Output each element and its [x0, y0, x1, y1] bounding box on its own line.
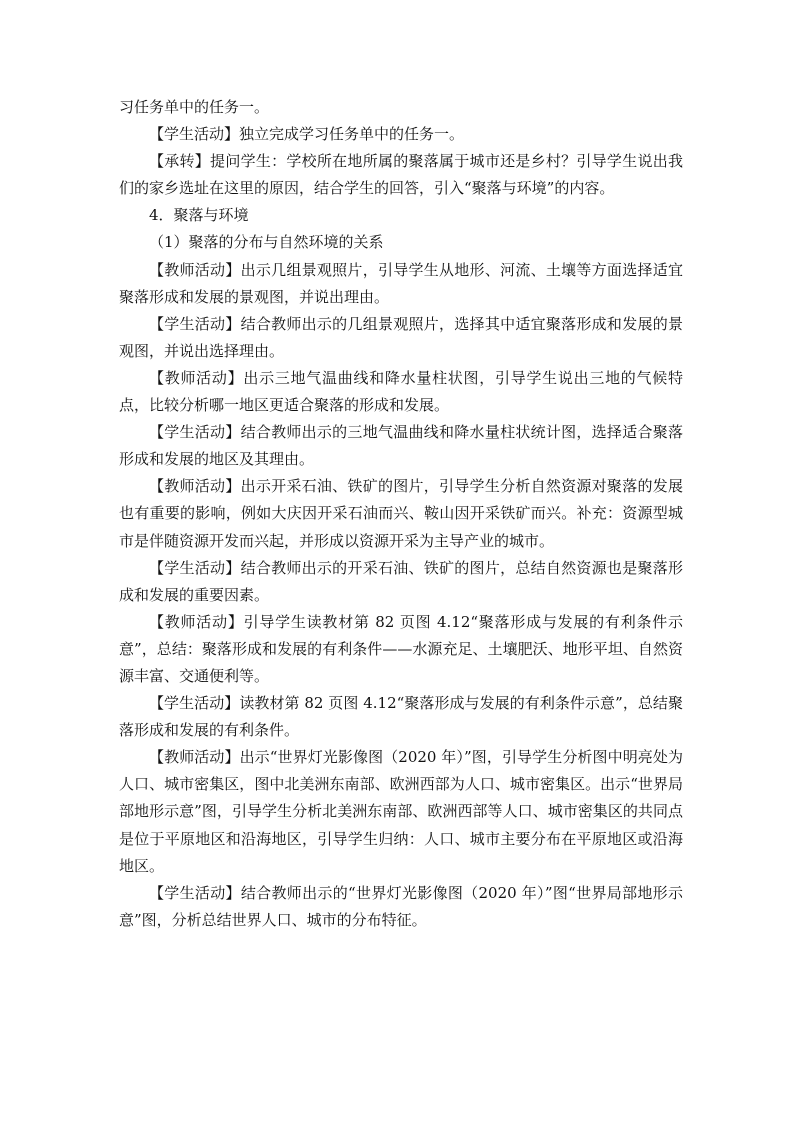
paragraph-student-activity: 【学生活动】读教材第 82 页图 4.12“聚落形成与发展的有利条件示意”，总结聚落形成和发展的有利条件。 — [119, 694, 683, 740]
subsection-heading: （1）聚落的分布与自然环境的关系 — [149, 233, 384, 252]
document-page — [119, 94, 683, 934]
paragraph-student-activity: 【学生活动】结合教师出示的“世界灯光影像图（2020 年）”图“世界局部地形示意”图，分析总结世界人口、城市的分布特征。 — [119, 883, 683, 929]
paragraph-continuation: 习任务单中的任务一。 — [119, 98, 270, 116]
paragraph-student-activity: 【学生活动】结合教师出示的开采石油、铁矿的图片，总结自然资源也是聚落形成和发展的重要因素。 — [119, 558, 683, 604]
paragraph-transition: 【承转】提问学生：学校所在地所属的聚落属于城市还是乡村？引导学生说出我们的家乡选址在这里的原因，结合学生的回答，引入“聚落与环境”的内容。 — [119, 152, 683, 198]
paragraph-student-activity: 【学生活动】结合教师出示的三地气温曲线和降水量柱状统计图，选择适合聚落形成和发展的地区及其理由。 — [119, 423, 683, 469]
paragraph-student-activity: 【学生活动】结合教师出示的几组景观照片，选择其中适宜聚落形成和发展的景观图，并说出选择理由。 — [119, 314, 683, 360]
paragraph-teacher-activity: 【教师活动】出示几组景观照片，引导学生从地形、河流、土壤等方面选择适宜聚落形成和发展的景观图，并说出理由。 — [119, 260, 683, 306]
paragraph-teacher-activity: 【教师活动】出示“世界灯光影像图（2020 年）”图，引导学生分析图中明亮处为人口、城市密集区，图中北美洲东南部、欧洲西部为人口、城市密集区。出示“世界局部地形示意”图，引导学生分析北美洲东南部、欧洲西部等人口、城市密集区的共同点是位于平原地区和沿海地区，引导学生归纳：人口、城市主要分布在平原地区或沿海地区。 — [119, 748, 683, 875]
paragraph-student-activity: 【学生活动】独立完成学习任务单中的任务一。 — [149, 125, 465, 144]
section-heading: 4．聚落与环境 — [149, 206, 249, 225]
paragraph-teacher-activity: 【教师活动】出示开采石油、铁矿的图片，引导学生分析自然资源对聚落的发展也有重要的影响，例如大庆因开采石油而兴、鞍山因开采铁矿而兴。补充：资源型城市是伴随资源开发而兴起，并形成以资源开采为主导产业的城市。 — [119, 477, 683, 550]
paragraph-teacher-activity: 【教师活动】出示三地气温曲线和降水量柱状图，引导学生说出三地的气候特点，比较分析哪一地区更适合聚落的形成和发展。 — [119, 368, 683, 415]
paragraph-teacher-activity: 【教师活动】引导学生读教材第 82 页图 4.12“聚落形成与发展的有利条件示意”，总结：聚落形成和发展的有利条件——水源充足、土壤肥沃、地形平坦、自然资源丰富、交通便利等。 — [119, 612, 683, 685]
